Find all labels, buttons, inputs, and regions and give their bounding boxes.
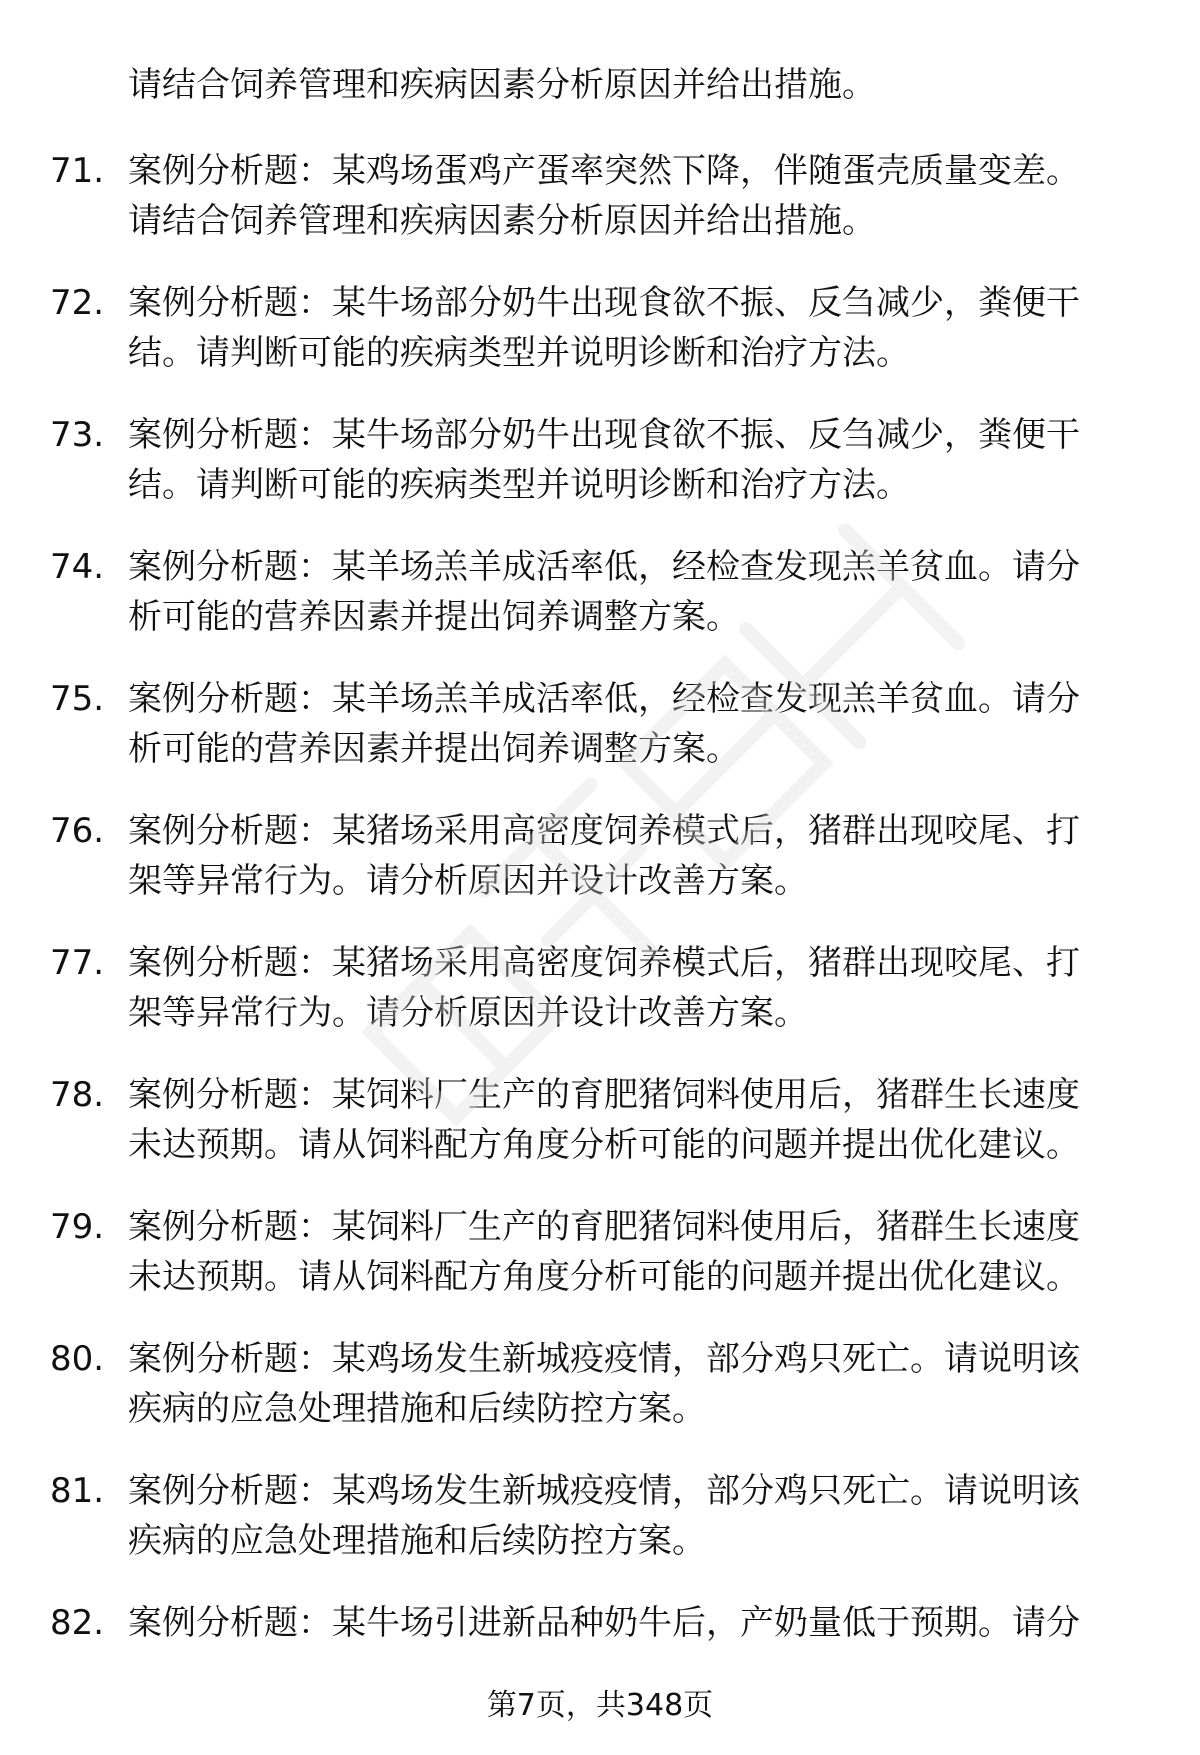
question-text-line: 架等异常行为。请分析原因并设计改善方案。: [128, 993, 808, 1033]
question-item: [50, 1070, 1160, 1202]
question-text-line: 析可能的营养因素并提出饲养调整方案。: [128, 597, 740, 637]
question-number: 75.: [50, 679, 105, 719]
question-item: [50, 938, 1160, 1070]
question-item: [50, 542, 1160, 674]
question-number: 78.: [50, 1075, 105, 1115]
question-number: 73.: [50, 415, 105, 455]
question-text-line: 案例分析题：某牛场部分奶牛出现食欲不振、反刍减少，粪便干: [128, 283, 1080, 323]
question-text-line: 案例分析题：某牛场引进新品种奶牛后，产奶量低于预期。请分: [128, 1603, 1080, 1643]
question-text-line: 案例分析题：某鸡场发生新城疫疫情，部分鸡只死亡。请说明该: [128, 1471, 1080, 1511]
question-number: 80.: [50, 1339, 105, 1379]
question-number: 71.: [50, 151, 105, 191]
question-text-line: 疾病的应急处理措施和后续防控方案。: [128, 1521, 706, 1561]
question-number: 81.: [50, 1471, 105, 1511]
question-text-line: 案例分析题：某羊场羔羊成活率低，经检查发现羔羊贫血。请分: [128, 679, 1080, 719]
question-text-line: 案例分析题：某鸡场蛋鸡产蛋率突然下降，伴随蛋壳质量变差。: [128, 151, 1080, 191]
question-number: 76.: [50, 811, 105, 851]
question-text-line: 请结合饲养管理和疾病因素分析原因并给出措施。: [128, 201, 876, 241]
question-text-line: 案例分析题：某猪场采用高密度饲养模式后，猪群出现咬尾、打: [128, 943, 1080, 983]
question-text-line: 案例分析题：某羊场羔羊成活率低，经检查发现羔羊贫血。请分: [128, 547, 1080, 587]
question-text-line: 案例分析题：某猪场采用高密度饲养模式后，猪群出现咬尾、打: [128, 811, 1080, 851]
question-item: [50, 1466, 1160, 1598]
question-text-line: 未达预期。请从饲料配方角度分析可能的问题并提出优化建议。: [128, 1125, 1080, 1165]
question-list: [50, 146, 1160, 1730]
question-item: [50, 674, 1160, 806]
question-text-line: 结。请判断可能的疾病类型并说明诊断和治疗方法。: [128, 333, 910, 373]
question-item: [50, 410, 1160, 542]
question-item: [50, 806, 1160, 938]
question-number: 74.: [50, 547, 105, 587]
question-text-line: 案例分析题：某牛场部分奶牛出现食欲不振、反刍减少，粪便干: [128, 415, 1080, 455]
question-item: [50, 278, 1160, 410]
question-text-line: 未达预期。请从饲料配方角度分析可能的问题并提出优化建议。: [128, 1257, 1080, 1297]
question-number: 72.: [50, 283, 105, 323]
page-number-footer: 第7页，共348页: [486, 1688, 714, 1723]
question-text-line: 案例分析题：某饲料厂生产的育肥猪饲料使用后，猪群生长速度: [128, 1075, 1080, 1115]
question-item: [50, 1334, 1160, 1466]
question-text-line: 架等异常行为。请分析原因并设计改善方案。: [128, 861, 808, 901]
question-item: [50, 1202, 1160, 1334]
question-text-line: 案例分析题：某饲料厂生产的育肥猪饲料使用后，猪群生长速度: [128, 1207, 1080, 1247]
question-number: 79.: [50, 1207, 105, 1247]
question-item: [50, 146, 1160, 278]
question-text-line: 结。请判断可能的疾病类型并说明诊断和治疗方法。: [128, 465, 910, 505]
question-text-line: 析可能的营养因素并提出饲养调整方案。: [128, 729, 740, 769]
question-number: 77.: [50, 943, 105, 983]
continued-question-text: 请结合饲养管理和疾病因素分析原因并给出措施。: [128, 65, 876, 105]
question-number: 82.: [50, 1603, 105, 1643]
question-text-line: 案例分析题：某鸡场发生新城疫疫情，部分鸡只死亡。请说明该: [128, 1339, 1080, 1379]
question-text-line: 疾病的应急处理措施和后续防控方案。: [128, 1389, 706, 1429]
